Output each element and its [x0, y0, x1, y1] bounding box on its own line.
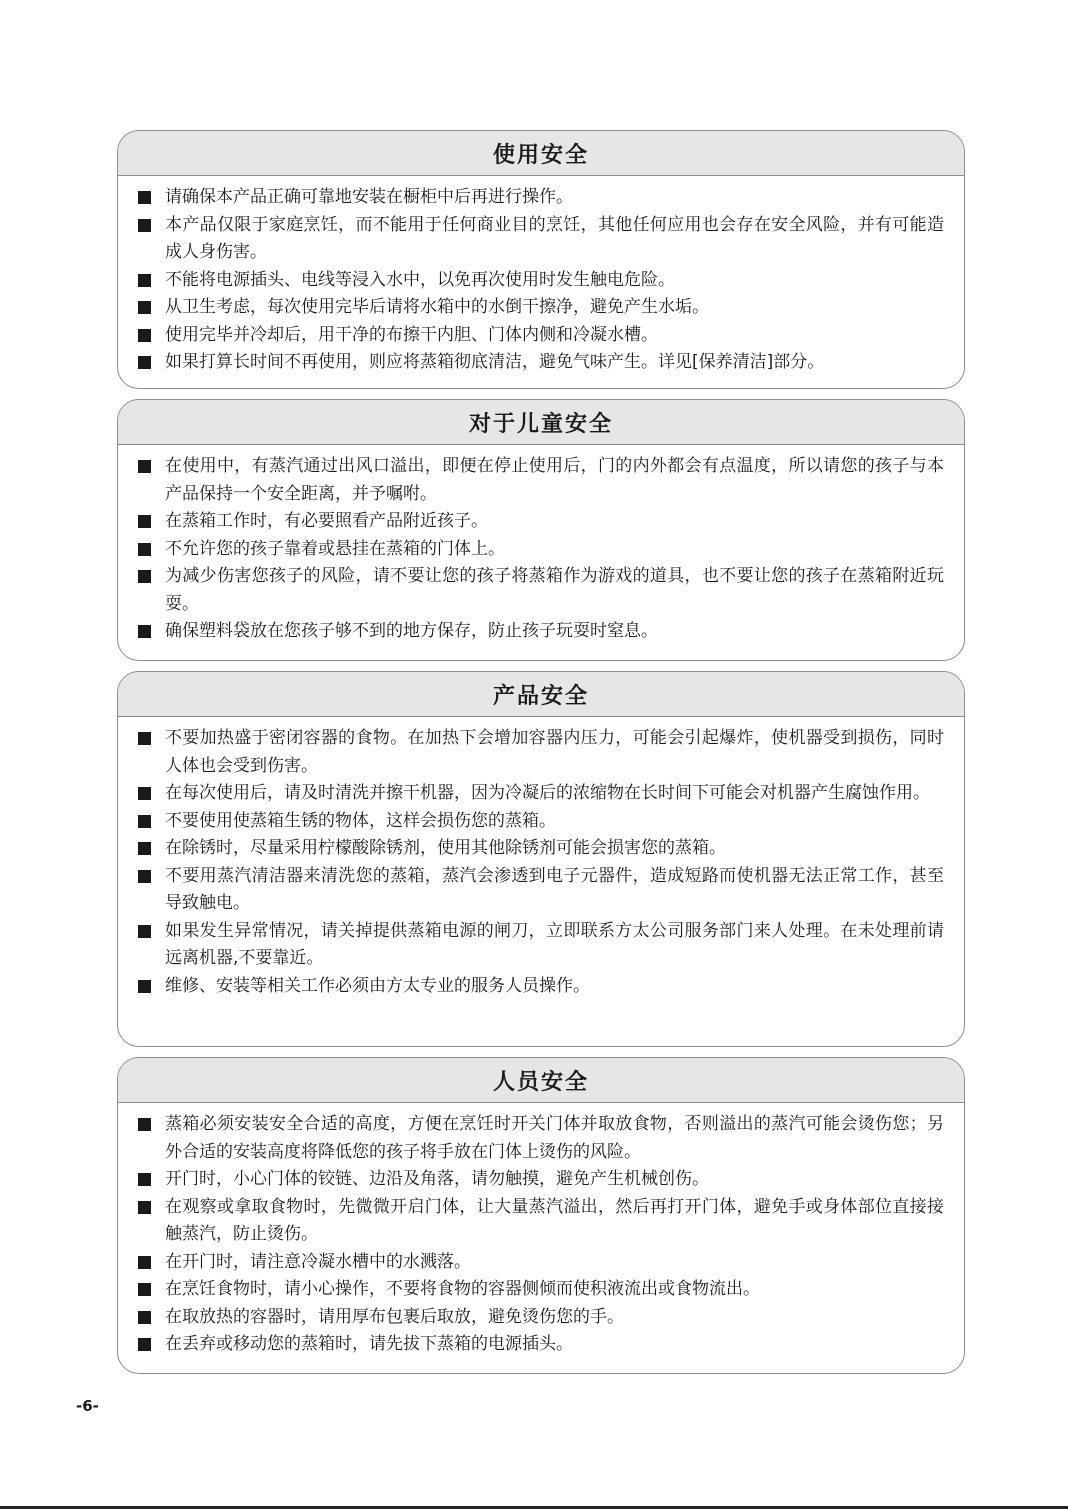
list-item	[138, 1304, 944, 1332]
list-item	[138, 918, 944, 973]
square-bullet-icon	[138, 191, 151, 204]
list-item	[138, 1249, 944, 1277]
list-item-text: 在除锈时，尽量采用柠檬酸除锈剂，使用其他除锈剂可能会损害您的蒸箱。	[165, 838, 726, 858]
list-item-text: 蒸箱必须安装安全合适的高度，方便在烹饪时开关门体并取放食物，否则溢出的蒸汽可能会烫伤您；另外合适的安装高度将降低您的孩子将手放在门体上烫伤的风险。	[165, 1114, 944, 1162]
square-bullet-icon	[138, 1256, 151, 1269]
list-item	[138, 1166, 944, 1194]
section-personal-safety	[117, 1057, 965, 1374]
square-bullet-icon	[138, 219, 151, 232]
square-bullet-icon	[138, 842, 151, 855]
list-item-text: 在丢弃或移动您的蒸箱时，请先拔下蒸箱的电源插头。	[165, 1334, 573, 1354]
list-item	[138, 349, 944, 377]
section-usage-safety	[117, 130, 965, 389]
square-bullet-icon	[138, 1201, 151, 1214]
list-item	[138, 453, 944, 508]
list-item-text: 维修、安装等相关工作必须由方太专业的服务人员操作。	[165, 975, 590, 996]
section-body	[118, 176, 964, 385]
list-item-text: 确保塑料袋放在您孩子够不到的地方保存，防止孩子玩耍时窒息。	[165, 621, 658, 641]
square-bullet-icon	[138, 815, 151, 828]
list-item-text: 在烹饪食物时，请小心操作，不要将食物的容器侧倾而使积液流出或食物流出。	[165, 1279, 760, 1299]
square-bullet-icon	[138, 274, 151, 287]
list-item	[138, 508, 944, 536]
square-bullet-icon	[138, 870, 151, 883]
section-title: 产品安全	[118, 672, 964, 717]
list-item	[138, 322, 944, 350]
square-bullet-icon	[138, 925, 151, 938]
list-item	[138, 1111, 944, 1166]
square-bullet-icon	[138, 543, 151, 556]
list-item	[138, 863, 944, 918]
list-item	[138, 973, 944, 1001]
list-item-text: 在观察或拿取食物时，先微微开启门体，让大量蒸汽溢出，然后再打开门体，避免手或身体部位直接接触蒸汽，防止烫伤。	[165, 1196, 944, 1244]
list-item	[138, 212, 944, 267]
list-item-text: 在开门时，请注意冷凝水槽中的水溅落。	[165, 1251, 471, 1272]
list-item-text: 在每次使用后，请及时清洗并擦干机器，因为冷凝后的浓缩物在长时间下可能会对机器产生腐蚀作用。	[165, 783, 930, 803]
list-item-text: 如果打算长时间不再使用，则应将蒸箱彻底清洁，避免气味产生。详见[保养清洁]部分。	[165, 352, 825, 372]
list-item-text: 请确保本产品正确可靠地安装在橱柜中后再进行操作。	[165, 187, 573, 207]
list-item	[138, 618, 944, 646]
square-bullet-icon	[138, 356, 151, 369]
square-bullet-icon	[138, 1118, 151, 1131]
list-item-text: 在使用中，有蒸汽通过出风口溢出，即便在停止使用后，门的内外都会有点温度，所以请您的孩子与本产品保持一个安全距离，并予嘱咐。	[165, 456, 944, 504]
section-title: 使用安全	[118, 131, 964, 176]
list-item	[138, 536, 944, 564]
list-item-text: 如果发生异常情况，请关掉提供蒸箱电源的闸刀，立即联系方太公司服务部门来人处理。在未处理前请远离机器,不要靠近。	[165, 920, 944, 968]
square-bullet-icon	[138, 1173, 151, 1186]
list-item	[138, 1276, 944, 1304]
section-child-safety	[117, 399, 965, 661]
section-body	[118, 445, 964, 654]
list-item-text: 开门时，小心门体的铰链、边沿及角落，请勿触摸，避免产生机械创伤。	[165, 1169, 709, 1189]
page-number: -6-	[76, 1397, 99, 1415]
square-bullet-icon	[138, 1283, 151, 1296]
section-body	[118, 717, 964, 1008]
list-item	[138, 267, 944, 295]
square-bullet-icon	[138, 570, 151, 583]
list-item	[138, 725, 944, 780]
square-bullet-icon	[138, 787, 151, 800]
square-bullet-icon	[138, 460, 151, 473]
section-title: 对于儿童安全	[118, 400, 964, 445]
list-item-text: 不要用蒸汽清洁器来清洗您的蒸箱，蒸汽会渗透到电子元器件，造成短路而使机器无法正常工作，甚至导致触电。	[165, 865, 944, 913]
list-item	[138, 294, 944, 322]
square-bullet-icon	[138, 515, 151, 528]
list-item	[138, 808, 944, 836]
list-item	[138, 835, 944, 863]
section-body	[118, 1103, 964, 1367]
list-item	[138, 1331, 944, 1359]
list-item-text: 使用完毕并冷却后，用干净的布擦干内胆、门体内侧和冷凝水槽。	[165, 324, 658, 345]
square-bullet-icon	[138, 1338, 151, 1351]
square-bullet-icon	[138, 732, 151, 745]
list-item-text: 不能将电源插头、电线等浸入水中，以免再次使用时发生触电危险。	[165, 269, 675, 290]
square-bullet-icon	[138, 625, 151, 638]
list-item	[138, 1194, 944, 1249]
list-item-text: 本产品仅限于家庭烹饪，而不能用于任何商业目的烹饪，其他任何应用也会存在安全风险，并有可能造成人身伤害。	[165, 214, 944, 262]
list-item-text: 不要使用使蒸箱生锈的物体，这样会损伤您的蒸箱。	[165, 810, 556, 831]
list-item-text: 不允许您的孩子靠着或悬挂在蒸箱的门体上。	[165, 538, 505, 559]
square-bullet-icon	[138, 329, 151, 342]
section-title: 人员安全	[118, 1058, 964, 1103]
list-item-text: 在蒸箱工作时，有必要照看产品附近孩子。	[165, 511, 488, 531]
list-item-text: 为减少伤害您孩子的风险，请不要让您的孩子将蒸箱作为游戏的道具，也不要让您的孩子在蒸箱附近玩耍。	[165, 566, 944, 614]
list-item-text: 从卫生考虑，每次使用完毕后请将水箱中的水倒干擦净，避免产生水垢。	[165, 297, 709, 317]
list-item	[138, 184, 944, 212]
list-item	[138, 780, 944, 808]
list-item-text: 不要加热盛于密闭容器的食物。在加热下会增加容器内压力，可能会引起爆炸，使机器受到损伤，同时人体也会受到伤害。	[165, 728, 944, 776]
square-bullet-icon	[138, 301, 151, 314]
section-product-safety	[117, 671, 965, 1047]
list-item	[138, 563, 944, 618]
list-item-text: 在取放热的容器时，请用厚布包裹后取放，避免烫伤您的手。	[165, 1306, 624, 1327]
square-bullet-icon	[138, 980, 151, 993]
square-bullet-icon	[138, 1311, 151, 1324]
